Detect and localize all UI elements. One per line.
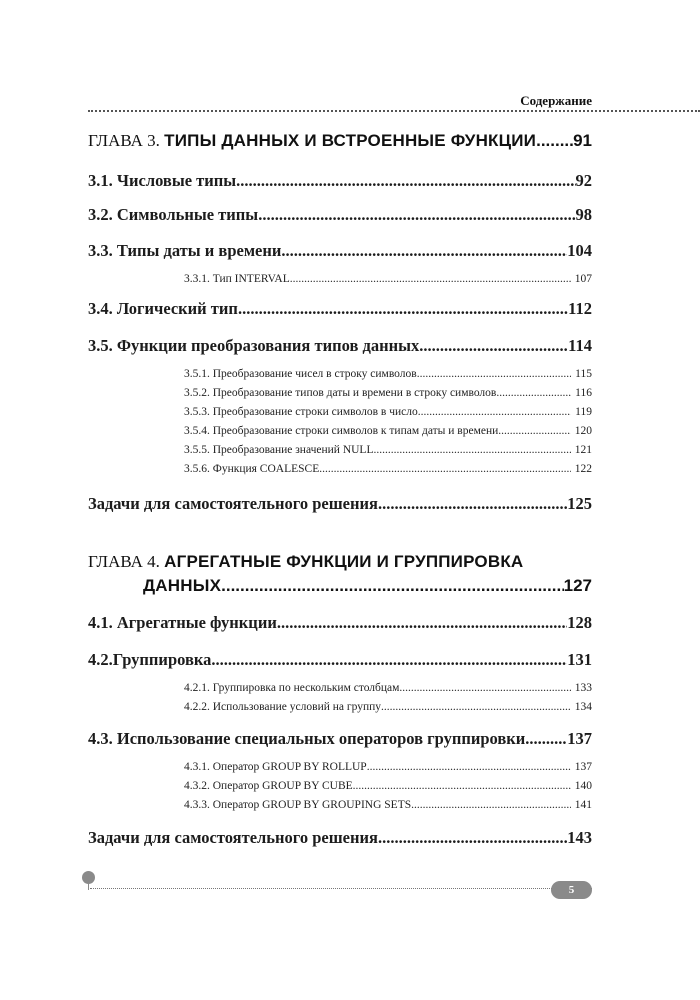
toc-section-3-5[interactable] — [88, 336, 592, 356]
page-number: 140 — [574, 780, 592, 792]
section-label: Задачи для самостоятельного решения — [88, 828, 378, 847]
subsection-label: 3.3.1. Тип INTERVAL — [184, 273, 290, 285]
dot-leader — [281, 241, 567, 261]
page-number: 112 — [568, 299, 592, 318]
toc-subsection-4-3-2[interactable] — [184, 780, 592, 792]
toc-subsection-3-5-3[interactable] — [184, 406, 592, 418]
dot-leader — [419, 336, 568, 356]
toc-subsection-3-5-2[interactable] — [184, 387, 592, 399]
subsection-label: 4.3.3. Оператор GROUP BY GROUPING SETS — [184, 799, 412, 811]
header-dotted-rule — [88, 110, 700, 112]
section-label: 3.3. Типы даты и времени — [88, 241, 282, 260]
section-label: 3.1. Числовые типы — [88, 171, 237, 190]
toc-chapter-3[interactable] — [88, 131, 592, 151]
page-number: 134 — [574, 701, 592, 713]
page-number: 137 — [574, 761, 592, 773]
toc-section-3-3[interactable] — [88, 241, 592, 261]
dot-leader — [374, 444, 571, 456]
page-number: 121 — [574, 444, 592, 456]
subsection-label: 4.2.1. Группировка по нескольким столбцам — [184, 682, 400, 694]
toc-chapter-4-title-line1[interactable] — [88, 552, 592, 572]
page-number: 115 — [575, 368, 592, 380]
toc-section-4-2[interactable] — [88, 650, 592, 670]
dot-leader — [381, 701, 571, 713]
dot-leader — [236, 171, 575, 191]
toc-subsection-3-5-6[interactable] — [184, 463, 592, 475]
dot-leader — [399, 682, 570, 694]
chapter-title: ТИПЫ ДАННЫХ И ВСТРОЕННЫЕ ФУНКЦИИ — [164, 131, 537, 150]
chapter-prefix: ГЛАВА 3. — [88, 131, 165, 150]
toc-subsection-3-5-4[interactable] — [184, 425, 592, 437]
page-number: 133 — [574, 682, 592, 694]
dot-leader — [536, 131, 573, 151]
subsection-label: 4.2.2. Использование условий на группу — [184, 701, 382, 713]
header-title: Содержание — [520, 93, 592, 108]
dot-leader — [525, 729, 567, 749]
toc-subsection-4-3-3[interactable] — [184, 799, 592, 811]
dot-leader — [238, 299, 568, 319]
page-number: 114 — [568, 336, 592, 355]
toc-section-tasks-4[interactable] — [88, 828, 592, 848]
subsection-label: 3.5.4. Преобразование строки символов к типам даты и времени — [184, 425, 499, 437]
toc-section-4-3[interactable] — [88, 729, 592, 749]
toc-section-tasks-3[interactable] — [88, 494, 592, 514]
chapter-prefix: ГЛАВА 4. — [88, 552, 165, 571]
subsection-label: 3.5.6. Функция COALESCE — [184, 463, 320, 475]
page-number: 128 — [567, 613, 592, 632]
toc-section-3-2[interactable] — [88, 205, 592, 225]
dot-leader — [277, 613, 567, 633]
dot-leader — [221, 576, 564, 596]
dot-leader — [211, 650, 567, 670]
toc-section-4-1[interactable] — [88, 613, 592, 633]
section-label: 3.5. Функции преобразования типов данных — [88, 336, 420, 355]
subsection-label: 3.5.5. Преобразование значений NULL — [184, 444, 374, 456]
page-number: 91 — [573, 131, 592, 150]
dot-leader — [498, 425, 570, 437]
toc-section-3-4[interactable] — [88, 299, 592, 319]
section-label: 3.4. Логический тип — [88, 299, 238, 318]
page-number: 137 — [567, 729, 592, 748]
chapter-title-line2: ДАННЫХ — [143, 576, 222, 595]
subsection-label: 3.5.1. Преобразование чисел в строку символов — [184, 368, 417, 380]
dot-leader — [411, 799, 571, 811]
chapter-title-line1: АГРЕГАТНЫЕ ФУНКЦИИ И ГРУППИРОВКА — [164, 552, 524, 571]
page-number: 120 — [574, 425, 592, 437]
page-number: 98 — [575, 205, 592, 224]
dot-leader — [496, 387, 571, 399]
toc-subsection-4-3-1[interactable] — [184, 761, 592, 773]
section-label: 4.2.Группировка — [88, 650, 212, 669]
footer-dotted-rule — [90, 888, 592, 889]
dot-leader — [378, 494, 567, 514]
section-label: 4.3. Использование специальных операторов группировки — [88, 729, 526, 748]
toc-subsection-3-5-5[interactable] — [184, 444, 592, 456]
section-label: 4.1. Агрегатные функции — [88, 613, 277, 632]
dot-leader — [417, 368, 571, 380]
dot-leader — [378, 828, 567, 848]
subsection-label: 3.5.3. Преобразование строки символов в число — [184, 406, 418, 418]
toc-subsection-4-2-2[interactable] — [184, 701, 592, 713]
page-number: 104 — [567, 241, 592, 260]
dot-leader — [367, 761, 571, 773]
toc-subsection-4-2-1[interactable] — [184, 682, 592, 694]
subsection-label: 3.5.2. Преобразование типов даты и времени в строку символов — [184, 387, 497, 399]
page-number: 141 — [574, 799, 592, 811]
page-number: 125 — [567, 494, 592, 513]
dot-leader — [319, 463, 571, 475]
dot-leader — [258, 205, 575, 225]
footer-bullet-stem — [88, 882, 89, 890]
page-number: 92 — [575, 171, 592, 190]
page-number: 119 — [575, 406, 592, 418]
section-label: Задачи для самостоятельного решения — [88, 494, 378, 513]
dot-leader — [418, 406, 571, 418]
page-number: 127 — [563, 576, 592, 595]
toc-subsection-3-5-1[interactable] — [184, 368, 592, 380]
toc-chapter-4-title-line2[interactable] — [143, 576, 592, 596]
page-number: 116 — [575, 387, 592, 399]
page-number: 131 — [567, 650, 592, 669]
subsection-label: 4.3.1. Оператор GROUP BY ROLLUP — [184, 761, 367, 773]
page-number: 143 — [567, 828, 592, 847]
subsection-label: 4.3.2. Оператор GROUP BY CUBE — [184, 780, 353, 792]
page-number-badge: 5 — [551, 881, 592, 899]
dot-leader — [290, 273, 571, 285]
section-label: 3.2. Символьные типы — [88, 205, 259, 224]
page-number: 122 — [574, 463, 592, 475]
dot-leader — [353, 780, 571, 792]
toc-section-3-1[interactable] — [88, 171, 592, 191]
page-number: 107 — [574, 273, 592, 285]
toc-subsection-3-3-1[interactable] — [184, 273, 592, 285]
